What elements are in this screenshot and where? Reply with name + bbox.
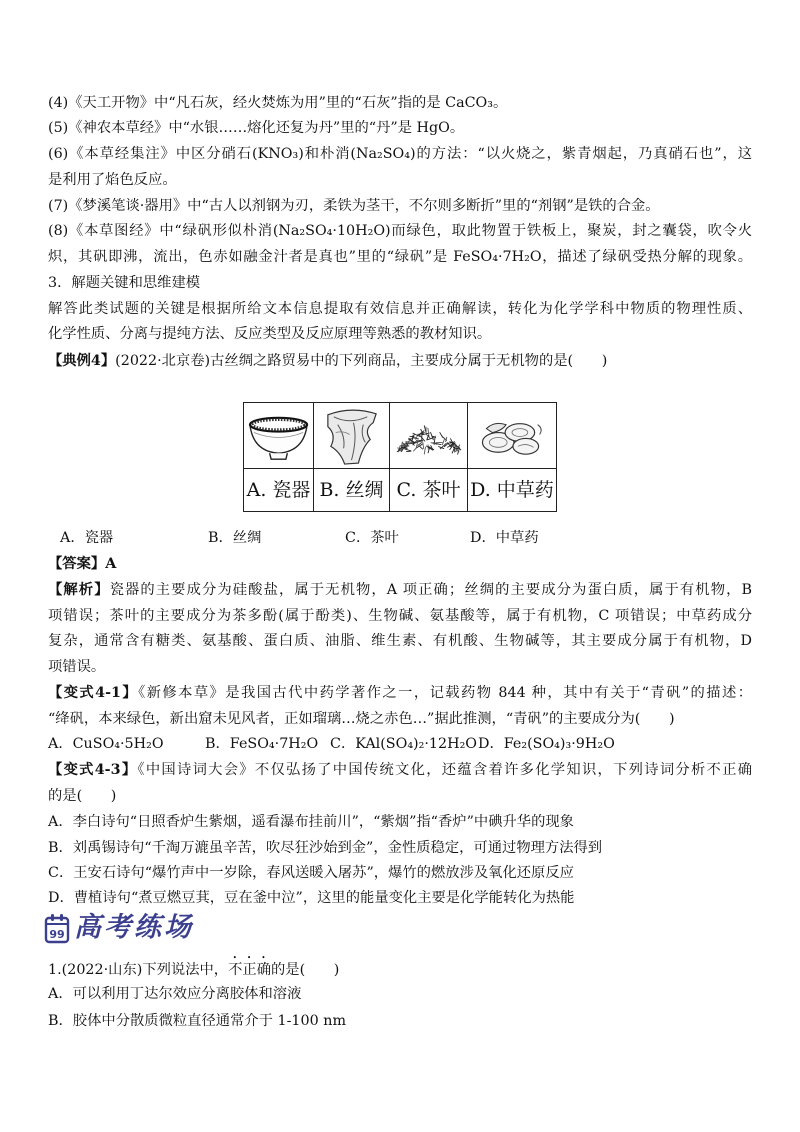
- analysis-text-1: 瓷器的主要成分为硅酸盐，属于无机物，A 项正确；丝绸的主要成分为蛋白质，属于有机物，B: [109, 582, 752, 598]
- figure-label-c: C. 茶叶: [390, 469, 468, 511]
- tea-leaf-stroke: [446, 437, 447, 441]
- knowledge-item-7: (7)《梦溪笔谈·器用》中“古人以剂钢为刃，柔铁为茎干，不尔则多断折”里的“剂钢”是铁的合金。: [48, 198, 660, 214]
- variant-4-3-option-b: B．刘禹锡诗句“千淘万漉虽辛苦，吹尽狂沙始到金”，金性质稳定，可通过物理方法得到: [48, 840, 603, 856]
- practice-header: [44, 910, 244, 946]
- tea-leaves-icon: [390, 403, 467, 468]
- tea-leaf-stroke: [405, 449, 411, 451]
- figure-cell-herbs: [468, 403, 556, 469]
- porcelain-bowl-icon: [244, 403, 313, 468]
- variant-4-1-option-b: B．FeSO₄·7H₂O: [205, 736, 319, 752]
- section-3-line-2: 化学性质、分离与提纯方法、反应类型及反应原理等熟悉的教材知识。: [48, 326, 492, 342]
- tea-leaf-stroke: [420, 446, 423, 449]
- figure-label-d: D. 中草药: [470, 479, 554, 501]
- variant-4-1-options: [48, 732, 752, 756]
- example-4-answer: [48, 552, 752, 576]
- tea-leaf-stroke: [440, 433, 443, 438]
- example-4-option-d: D．中草药: [470, 530, 539, 546]
- variant-4-3-label: 【变式4-3】: [48, 762, 138, 778]
- tea-leaf-stroke: [442, 439, 444, 444]
- calendar-icon: [44, 912, 70, 944]
- knowledge-item-5: (5)《神农本草经》中“水银……熔化还复为丹”里的“丹”是 HgO。: [48, 120, 465, 136]
- practice-q1-option-b: B．胶体中分散质微粒直径通常介于 1-100 nm: [48, 1013, 347, 1029]
- silk-cloth-icon: [314, 403, 389, 468]
- section-3-line-1: 解答此类试题的关键是根据所给文本信息提取有效信息并正确解读，转化为化学学科中物质的物理性质、: [48, 301, 752, 317]
- example-4-analysis-line-2: 项错误；茶叶的主要成分为茶多酚(属于酚类)、生物碱、氨基酸等，属于有机物，C 项错误；中草药成分: [48, 608, 752, 624]
- figure-cell-porcelain: [244, 403, 314, 469]
- knowledge-item-8-line-2: 炽，其矾即沸，流出，色赤如融金汁者是真也”里的“绿矾”是 FeSO₄·7H₂O，描述了绿矾受热分解的现象。: [48, 249, 752, 265]
- example-4-analysis-line-4: 项错误。: [48, 659, 106, 675]
- figure-cell-silk: [314, 403, 390, 469]
- herbal-medicine-icon: [468, 403, 556, 468]
- calendar-icon-number: 99: [49, 928, 65, 941]
- example-4-label: 【典例4】: [48, 353, 116, 369]
- variant-4-3-text-1: 《中国诗词大会》不仅弘扬了中国传统文化，还蕴含着许多化学知识，下列诗词分析不正确: [137, 762, 752, 778]
- practice-title: 高考练场: [74, 912, 194, 943]
- practice-q1-stem: [48, 954, 752, 978]
- practice-q1-emphasis: 不正确: [228, 962, 271, 978]
- example-4-stem: [48, 349, 752, 373]
- figure-cell-tea: [390, 403, 468, 469]
- variant-4-3-option-d: D．曹植诗句“煮豆燃豆萁，豆在釜中泣”，这里的能量变化主要是化学能转化为热能: [48, 890, 575, 906]
- variant-4-1-label: 【变式4-1】: [48, 685, 139, 701]
- example-4-option-a: A．瓷器: [60, 530, 114, 546]
- tea-leaf-stroke: [414, 447, 418, 451]
- figure-label-b: B. 丝绸: [314, 469, 390, 511]
- example-4-option-b: B．丝绸: [208, 530, 262, 546]
- example-4-analysis-line-3: 复杂，通常含有糖类、氨基酸、蛋白质、油脂、维生素、有机酸、生物碱等，其主要成分属于有机物，D: [48, 633, 752, 649]
- answer-value: A: [105, 556, 117, 572]
- example-4-option-c: C．茶叶: [345, 530, 399, 546]
- knowledge-item-8-line-1: (8)《本草图经》中“绿矾形似朴消(Na₂SO₄·10H₂O)而绿色，取此物置于铁板上，聚炭，封之囊袋，吹令火: [48, 223, 752, 239]
- tea-leaf-stroke: [399, 446, 400, 450]
- practice-q1-option-a: A．可以利用丁达尔效应分离胶体和溶液: [48, 986, 302, 1002]
- variant-4-1-option-a: A．CuSO₄·5H₂O: [48, 736, 164, 752]
- tea-leaves-pile: [397, 426, 461, 455]
- variant-4-1-option-d: D．Fe₂(SO₄)₃·9H₂O: [478, 736, 615, 752]
- knowledge-item-6-line-2: 是利用了焰色反应。: [48, 172, 177, 188]
- variant-4-3-line-1: [48, 758, 752, 782]
- section-3-heading: 3．解题关键和思维建模: [48, 275, 201, 291]
- practice-q1-stem-after: 的是( ): [271, 962, 340, 978]
- variant-4-1-option-c: C．KAl(SO₄)₂·12H₂O: [330, 736, 478, 752]
- answer-label: 【答案】: [48, 556, 106, 572]
- variant-4-1-line-1: [48, 681, 752, 705]
- tea-leaf-stroke: [423, 442, 424, 449]
- example-4-figure: [243, 402, 557, 512]
- example-4-stem-text: (2022·北京卷)古丝绸之路贸易中的下列商品，主要成分属于无机物的是( ): [115, 353, 608, 369]
- variant-4-3-line-2: 的是( ): [48, 788, 117, 804]
- variant-4-3-option-c: C．王安石诗句“爆竹声中一岁除，春风送暖入屠苏”，爆竹的燃放涉及氧化还原反应: [48, 865, 574, 881]
- analysis-label: 【解析】: [48, 582, 110, 598]
- practice-q1-stem-before: 1.(2022·山东)下列说法中，: [48, 962, 229, 978]
- knowledge-item-4: (4)《天工开物》中“凡石灰，经火焚炼为用”里的“石灰”指的是 CaCO₃。: [48, 95, 508, 111]
- example-4-options: [48, 526, 752, 550]
- figure-label-a: A. 瓷器: [244, 469, 314, 511]
- variant-4-3-option-a: A．李白诗句“日照香炉生紫烟，遥看瀑布挂前川”，“紫烟”指“香炉”中碘升华的现象: [48, 814, 574, 830]
- example-4-analysis-line-1: [48, 578, 752, 602]
- knowledge-item-6-line-1: (6)《本草经集注》中区分硝石(KNO₃)和朴消(Na₂SO₄)的方法：“以火烧之，紫青烟起，乃真硝石也”，这: [48, 146, 752, 162]
- tea-leaf-stroke: [448, 442, 452, 443]
- tea-leaf-stroke: [424, 447, 425, 454]
- variant-4-1-line-2: “绛矾，本来绿色，新出窟未见风者，正如瑠璃…烧之赤色…”据此推测，“青矾”的主要成分为( ): [48, 711, 675, 727]
- variant-4-1-text-1: 《新修本草》是我国古代中药学著作之一，记载药物 844 种，其中有关于“青矾”的描述：: [138, 685, 752, 701]
- tea-leaf-stroke: [403, 444, 408, 445]
